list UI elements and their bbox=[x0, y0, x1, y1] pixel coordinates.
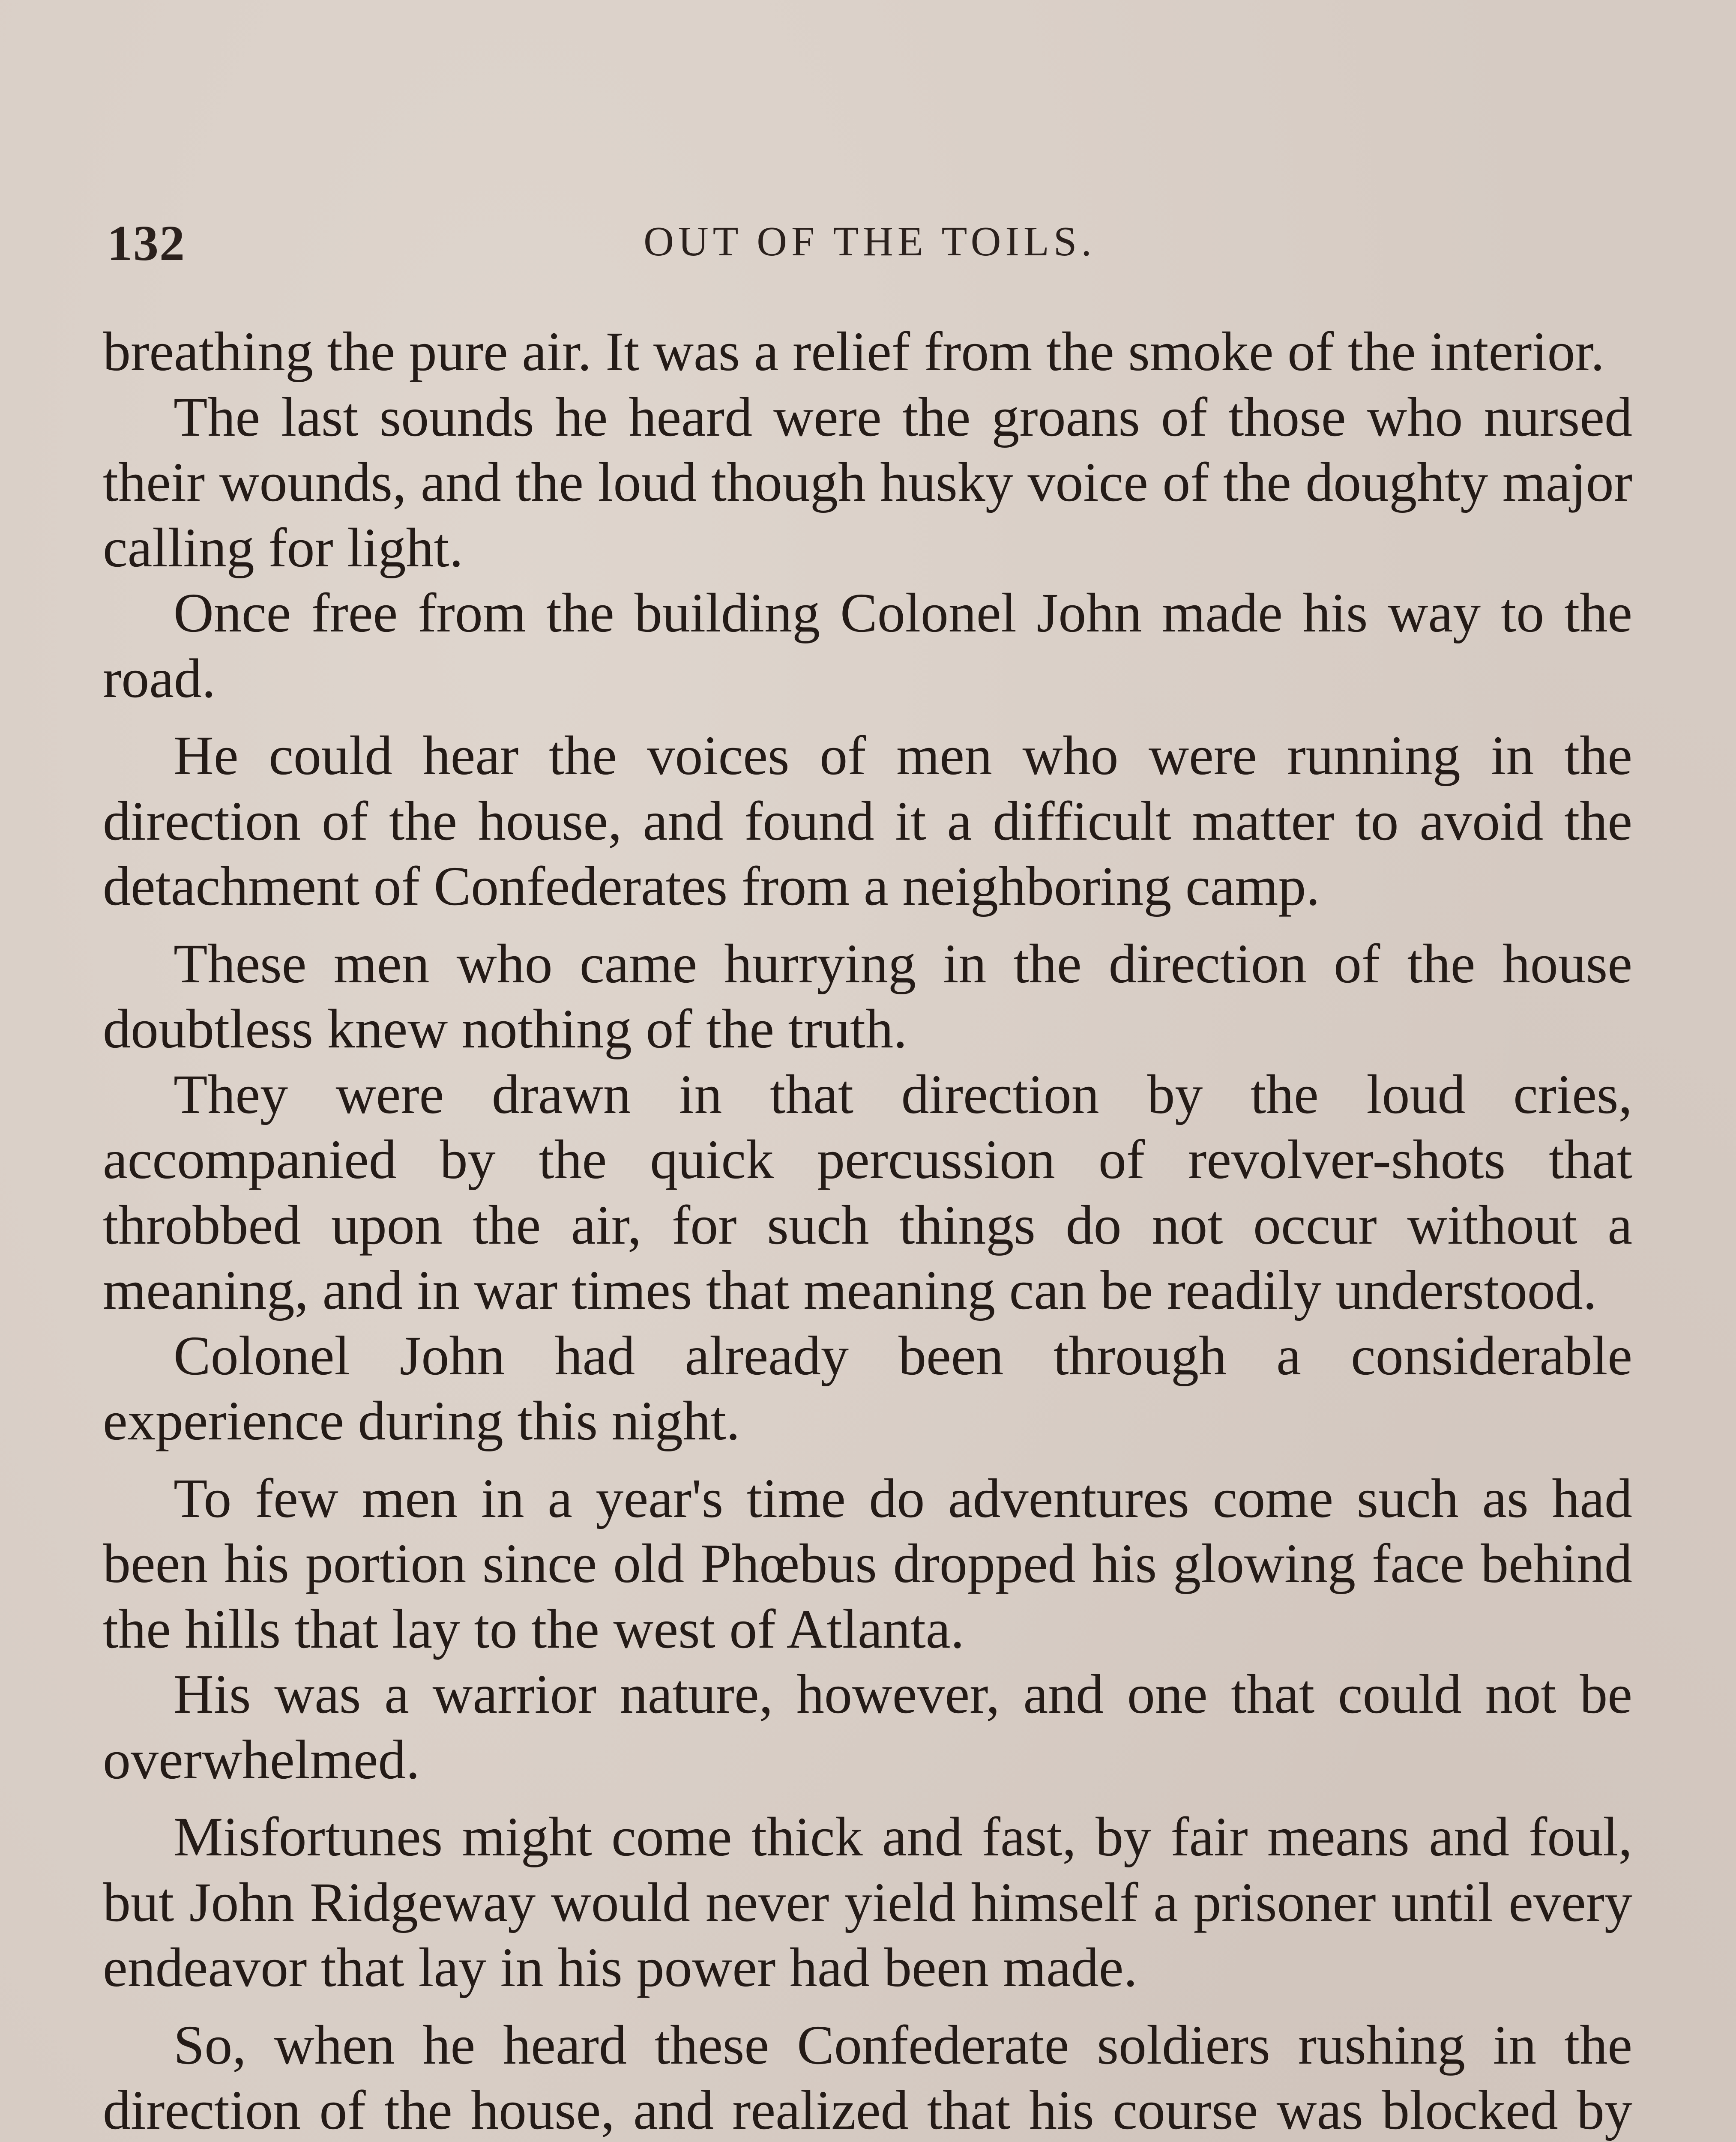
page-number: 132 bbox=[107, 215, 186, 271]
paragraph: The last sounds he heard were the groans of those who nursed their wounds, and the loud though husky voice of the doughty major calling for light. bbox=[103, 386, 1632, 579]
running-head: OUT OF THE TOILS. bbox=[644, 218, 1096, 265]
paragraph: Colonel John had already been through a considerable experience during this night. bbox=[103, 1325, 1632, 1452]
paragraph: To few men in a year's time do adventures come such as had been his portion since old Phœbus dropped his glowing face behind the hills that lay to the west of Atlanta. bbox=[103, 1467, 1632, 1660]
paragraph: So, when he heard these Confederate soldiers rushing in the direction of the house, and realized that his course was blocked by bbox=[103, 2014, 1632, 2141]
paragraph: These men who came hurrying in the direction of the house doubtless knew nothing of the truth. bbox=[103, 933, 1632, 1060]
paragraph: They were drawn in that direction by the loud cries, accompanied by the quick percussion of revolver-shots that throbbed upon the air, for such things do not occur without a meaning, and in war times that meaning can be readily understood. bbox=[103, 1063, 1632, 1321]
paragraph: He could hear the voices of men who were running in the direction of the house, and found it a difficult matter to avoid the detachment of Confederates from a neighboring camp. bbox=[103, 725, 1632, 917]
paragraph: His was a warrior nature, however, and one that could not be overwhelmed. bbox=[103, 1663, 1632, 1791]
page-header bbox=[107, 214, 1632, 283]
paragraph: Once free from the building Colonel John made his way to the road. bbox=[103, 582, 1632, 709]
paragraph: Misfortunes might come thick and fast, by fair means and foul, but John Ridgeway would never yield himself a prisoner until every endeavor that lay in his power had been made. bbox=[103, 1806, 1632, 1998]
body-text bbox=[103, 319, 1632, 2142]
paragraph: breathing the pure air. It was a relief from the smoke of the interior. bbox=[103, 321, 1605, 383]
